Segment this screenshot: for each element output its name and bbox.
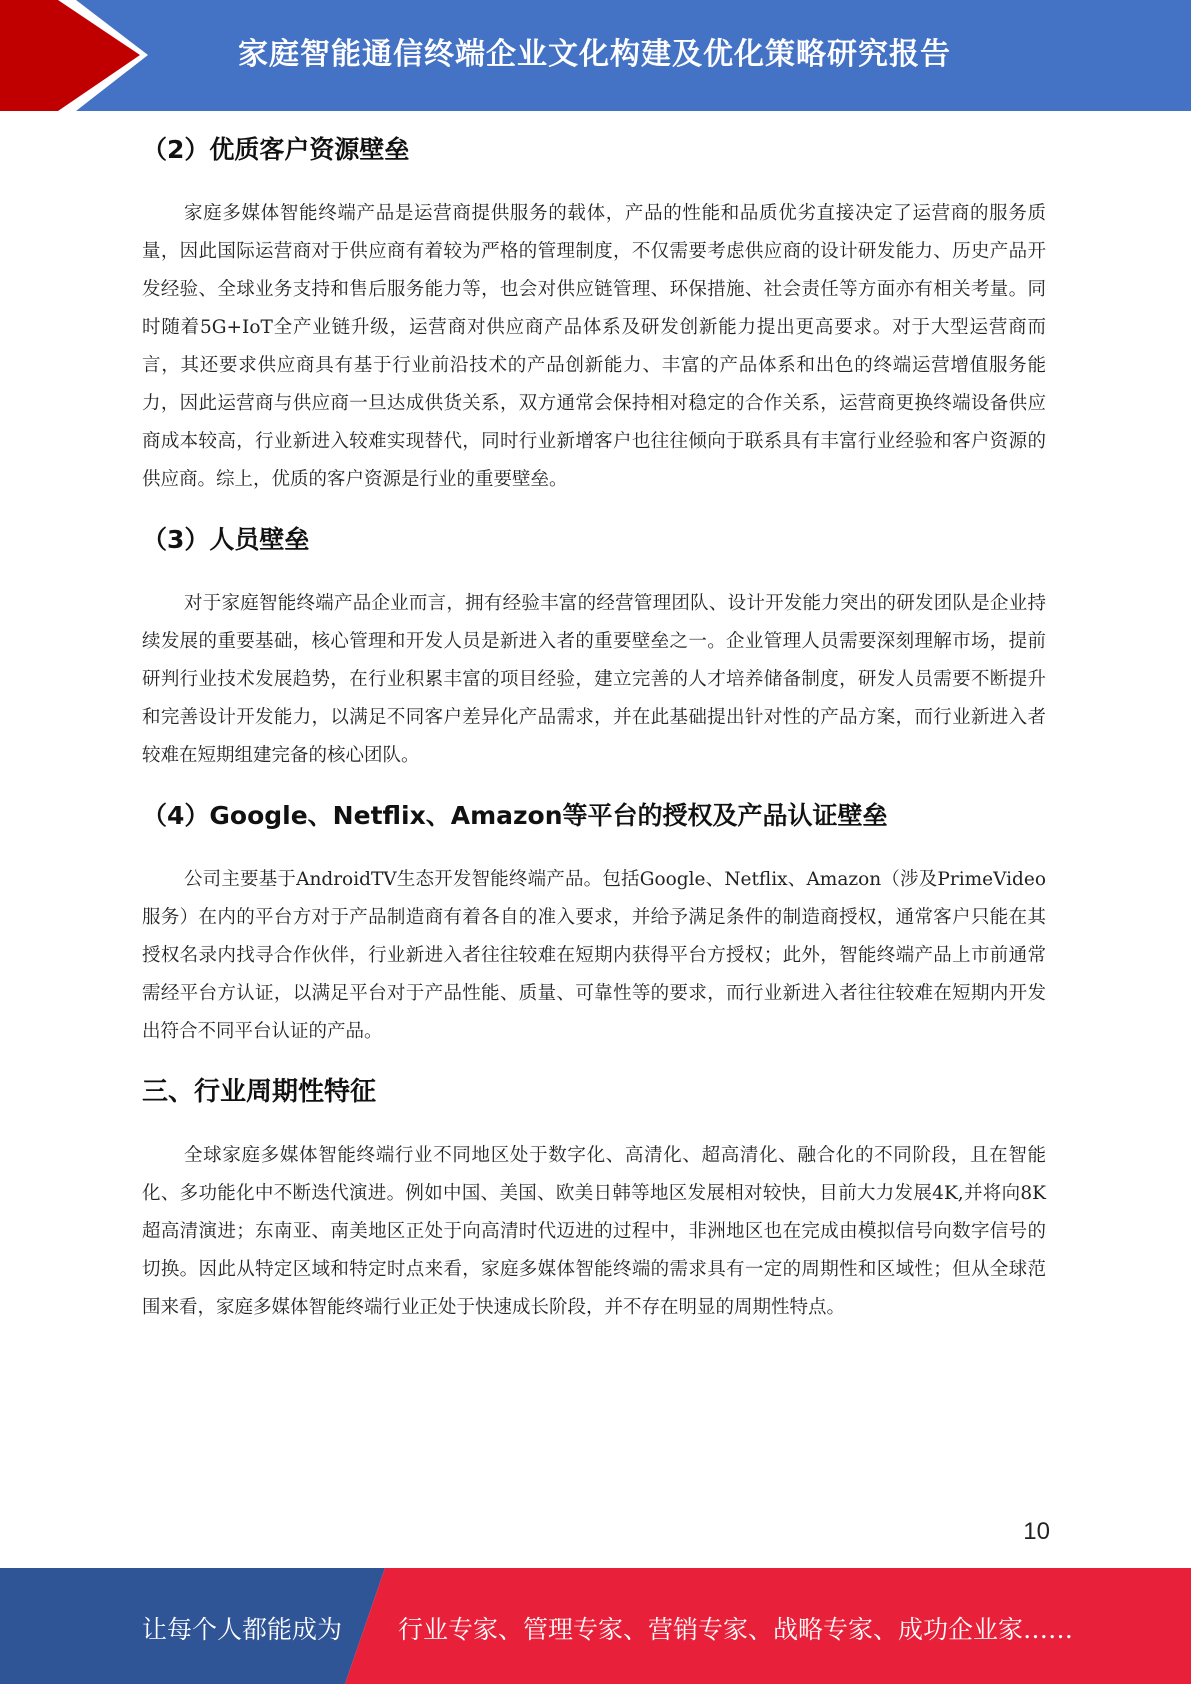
section-heading-platform-barrier: （4）Google、Netflix、Amazon等平台的授权及产品认证壁垒 xyxy=(142,801,888,830)
section-paragraph-customer-barrier: 家庭多媒体智能终端产品是运营商提供服务的载体，产品的性能和品质优劣直接决定了运营商的服务质量，因此国际运营商对于供应商有着较为严格的管理制度，不仅需要考虑供应商的设计研发能力、历史产品开发经验、全球业务支持和售后服务能力等，也会对供应链管理、环保措施、社会责任等方面亦有相关考量。同时随着5G+IoT全产业链升级，运营商对供应商产品体系及研发创新能力提出更高要求。对于大型运营商而言，其还要求供应商具有基于行业前沿技术的产品创新能力、丰富的产品体系和出色的终端运营增值服务能力，因此运营商与供应商一旦达成供货关系，双方通常会保持相对稳定的合作关系，运营商更换终端设备供应商成本较高，行业新进入较难实现替代，同时行业新增客户也往往倾向于联系具有丰富行业经验和客户资源的供应商。综上，优质的客户资源是行业的重要壁垒。 xyxy=(142,203,1046,490)
page-content xyxy=(142,128,1046,1327)
section-paragraph-cyclicality: 全球家庭多媒体智能终端行业不同地区处于数字化、高清化、超高清化、融合化的不同阶段，且在智能化、多功能化中不断迭代演进。例如中国、美国、欧美日韩等地区发展相对较快，目前大力发展4K,并将向8K超高清演进；东南亚、南美地区正处于向高清时代迈进的过程中，非洲地区也在完成由模拟信号向数字信号的切换。因此从特定区域和特定时点来看，家庭多媒体智能终端的需求具有一定的周期性和区域性；但从全球范围来看，家庭多媒体智能终端行业正处于快速成长阶段，并不存在明显的周期性特点。 xyxy=(142,1145,1046,1318)
section-paragraph-personnel-barrier: 对于家庭智能终端产品企业而言，拥有经验丰富的经营管理团队、设计开发能力突出的研发团队是企业持续发展的重要基础，核心管理和开发人员是新进入者的重要壁垒之一。企业管理人员需要深刻理解市场，提前研判行业技术发展趋势，在行业积累丰富的项目经验，建立完善的人才培养储备制度，研发人员需要不断提升和完善设计开发能力，以满足不同客户差异化产品需求，并在此基础提出针对性的产品方案，而行业新进入者较难在短期组建完备的核心团队。 xyxy=(142,593,1046,766)
page-header xyxy=(0,0,1191,111)
section-paragraph-platform-barrier: 公司主要基于AndroidTV生态开发智能终端产品。包括Google、Netflix、Amazon（涉及PrimeVideo服务）在内的平台方对于产品制造商有着各自的准入要求，并给予满足条件的制造商授权，通常客户只能在其授权名录内找寻合作伙伴，行业新进入者往往较难在短期内获得平台方授权；此外，智能终端产品上市前通常需经平台方认证，以满足平台对于产品性能、质量、可靠性等的要求，而行业新进入者往往较难在短期内开发出符合不同平台认证的产品。 xyxy=(142,869,1046,1042)
page-footer xyxy=(0,1568,1191,1684)
footer-slogan-right: 行业专家、管理专家、营销专家、战略专家、成功企业家…… xyxy=(398,1615,1074,1644)
footer-slogan-left: 让每个人都能成为 xyxy=(142,1615,343,1644)
section-heading-personnel-barrier: （3）人员壁垒 xyxy=(142,525,310,554)
page-number: 10 xyxy=(1023,1518,1050,1545)
report-title: 家庭智能通信终端企业文化构建及优化策略研究报告 xyxy=(238,37,951,72)
section-heading-cyclicality: 三、行业周期性特征 xyxy=(142,1077,377,1107)
section-heading-customer-barrier: （2）优质客户资源壁垒 xyxy=(142,135,410,164)
